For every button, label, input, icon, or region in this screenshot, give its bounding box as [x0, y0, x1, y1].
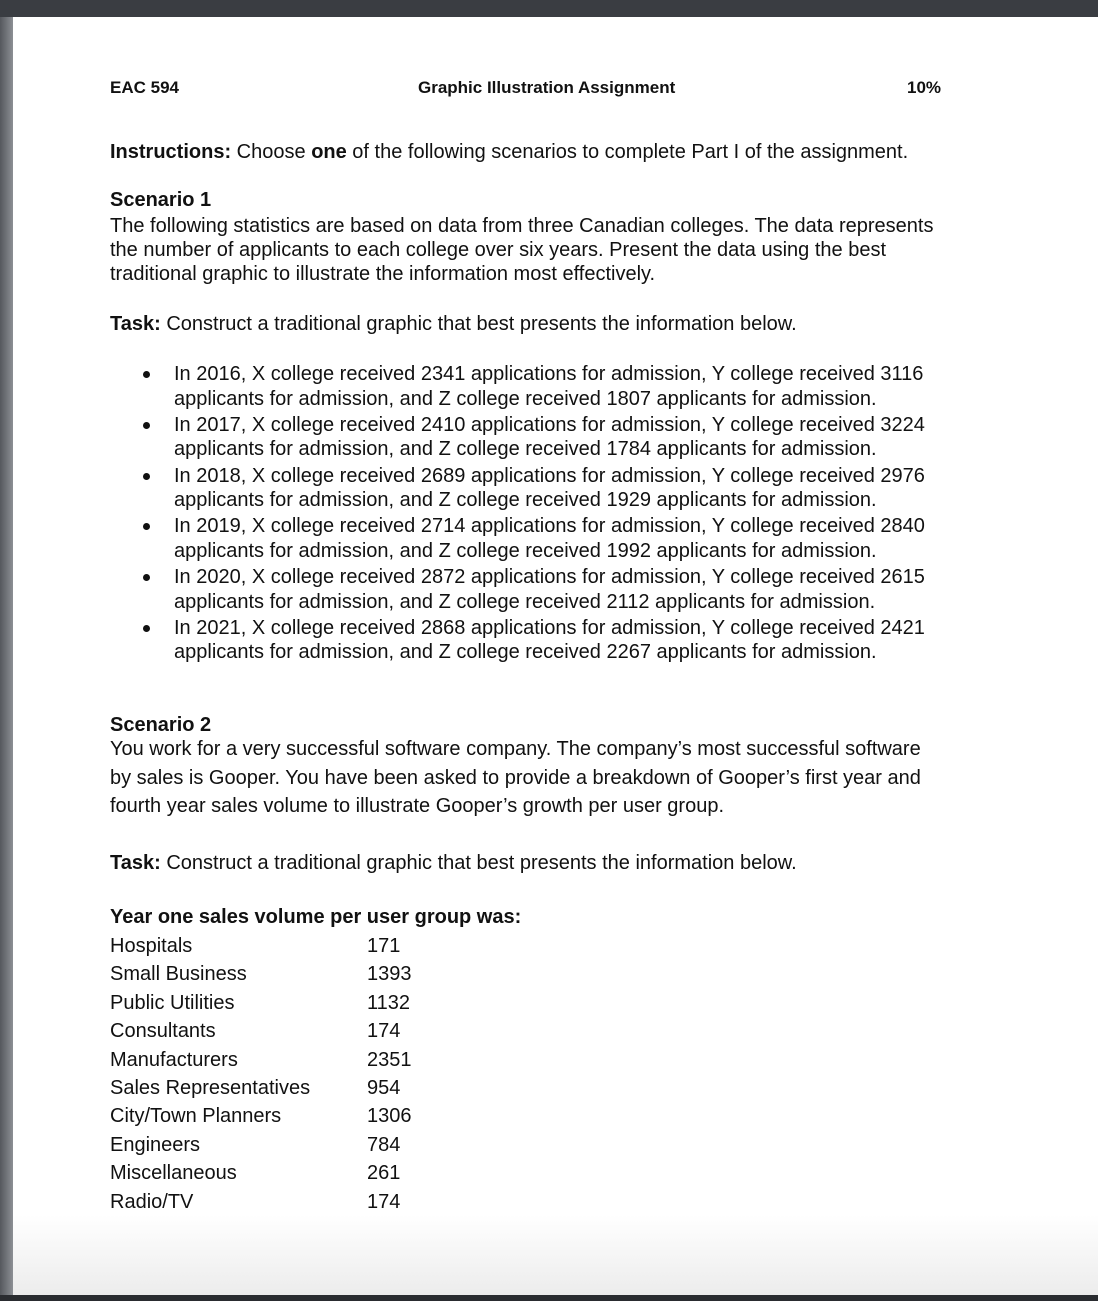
list-item: In 2021, X college received 2868 applications for admission, Y college received 2421 applicants for admission, and Z college received 2267 applicants for admission. — [110, 616, 925, 665]
sales-table-heading: Year one sales volume per user group was: — [110, 906, 522, 928]
instructions-text-after: of the following scenarios to complete Part I of the assignment. — [346, 141, 909, 163]
scenario2-heading: Scenario 2 — [110, 714, 212, 736]
instructions — [110, 141, 908, 165]
scenario1-task — [110, 313, 797, 337]
page-bottom-shade — [13, 1215, 1098, 1295]
bullet-dot — [143, 523, 150, 530]
list-item: In 2019, X college received 2714 applications for admission, Y college received 2840 applicants for admission, and Z college received 1992 applicants for admission. — [110, 514, 925, 563]
list-item: In 2017, X college received 2410 applications for admission, Y college received 3224 applicants for admission, and Z college received 1784 applicants for admission. — [110, 413, 925, 462]
scenario2-task — [110, 852, 797, 876]
scenario2-task-label: Task: — [110, 852, 161, 874]
list-item: In 2018, X college received 2689 applications for admission, Y college received 2976 applicants for admission, and Z college received 1929 applicants for admission. — [110, 464, 925, 513]
instructions-emphasis: one — [311, 141, 347, 163]
scenario2-description-line-1: You work for a very successful software company. The company’s most successful software — [110, 738, 921, 760]
bullet-dot — [143, 625, 150, 632]
scenario2-task-text: Construct a traditional graphic that best presents the information below. — [160, 852, 797, 874]
assignment-title: Graphic Illustration Assignment — [418, 78, 676, 97]
viewer-top-bar — [0, 0, 1098, 17]
viewer-bottom-bar — [0, 1295, 1098, 1301]
scenario2-description-line-2: by sales is Gooper. You have been asked to provide a breakdown of Gooper’s first year and — [110, 767, 921, 789]
assignment-weight: 10% — [907, 78, 942, 97]
bullet-dot — [143, 574, 150, 581]
list-item: In 2016, X college received 2341 applications for admission, Y college received 3116 applicants for admission, and Z college received 1807 applicants for admission. — [110, 362, 925, 411]
bullet-dot — [143, 473, 150, 480]
scenario1-description-line-3: traditional graphic to illustrate the information most effectively. — [110, 263, 656, 285]
scenario1-heading: Scenario 1 — [110, 189, 212, 211]
scenario1-description-line-2: the number of applicants to each college over six years. Present the data using the best — [110, 239, 887, 261]
instructions-label: Instructions: — [110, 141, 232, 163]
viewer-left-edge — [0, 17, 13, 1295]
list-item: In 2020, X college received 2872 applications for admission, Y college received 2615 applicants for admission, and Z college received 2112 applicants for admission. — [110, 565, 925, 614]
scenario1-description-line-1: The following statistics are based on data from three Canadian colleges. The data represents — [110, 215, 934, 237]
course-code: EAC 594 — [110, 78, 179, 97]
scenario2-description-line-3: fourth year sales volume to illustrate Gooper’s growth per user group. — [110, 795, 725, 817]
scenario1-task-text: Construct a traditional graphic that best presents the information below. — [160, 313, 797, 335]
bullet-dot — [143, 371, 150, 378]
instructions-text-before: Choose — [231, 141, 312, 163]
scenario1-task-label: Task: — [110, 313, 161, 335]
scenario1-bullet-list — [110, 362, 925, 667]
bullet-dot — [143, 422, 150, 429]
